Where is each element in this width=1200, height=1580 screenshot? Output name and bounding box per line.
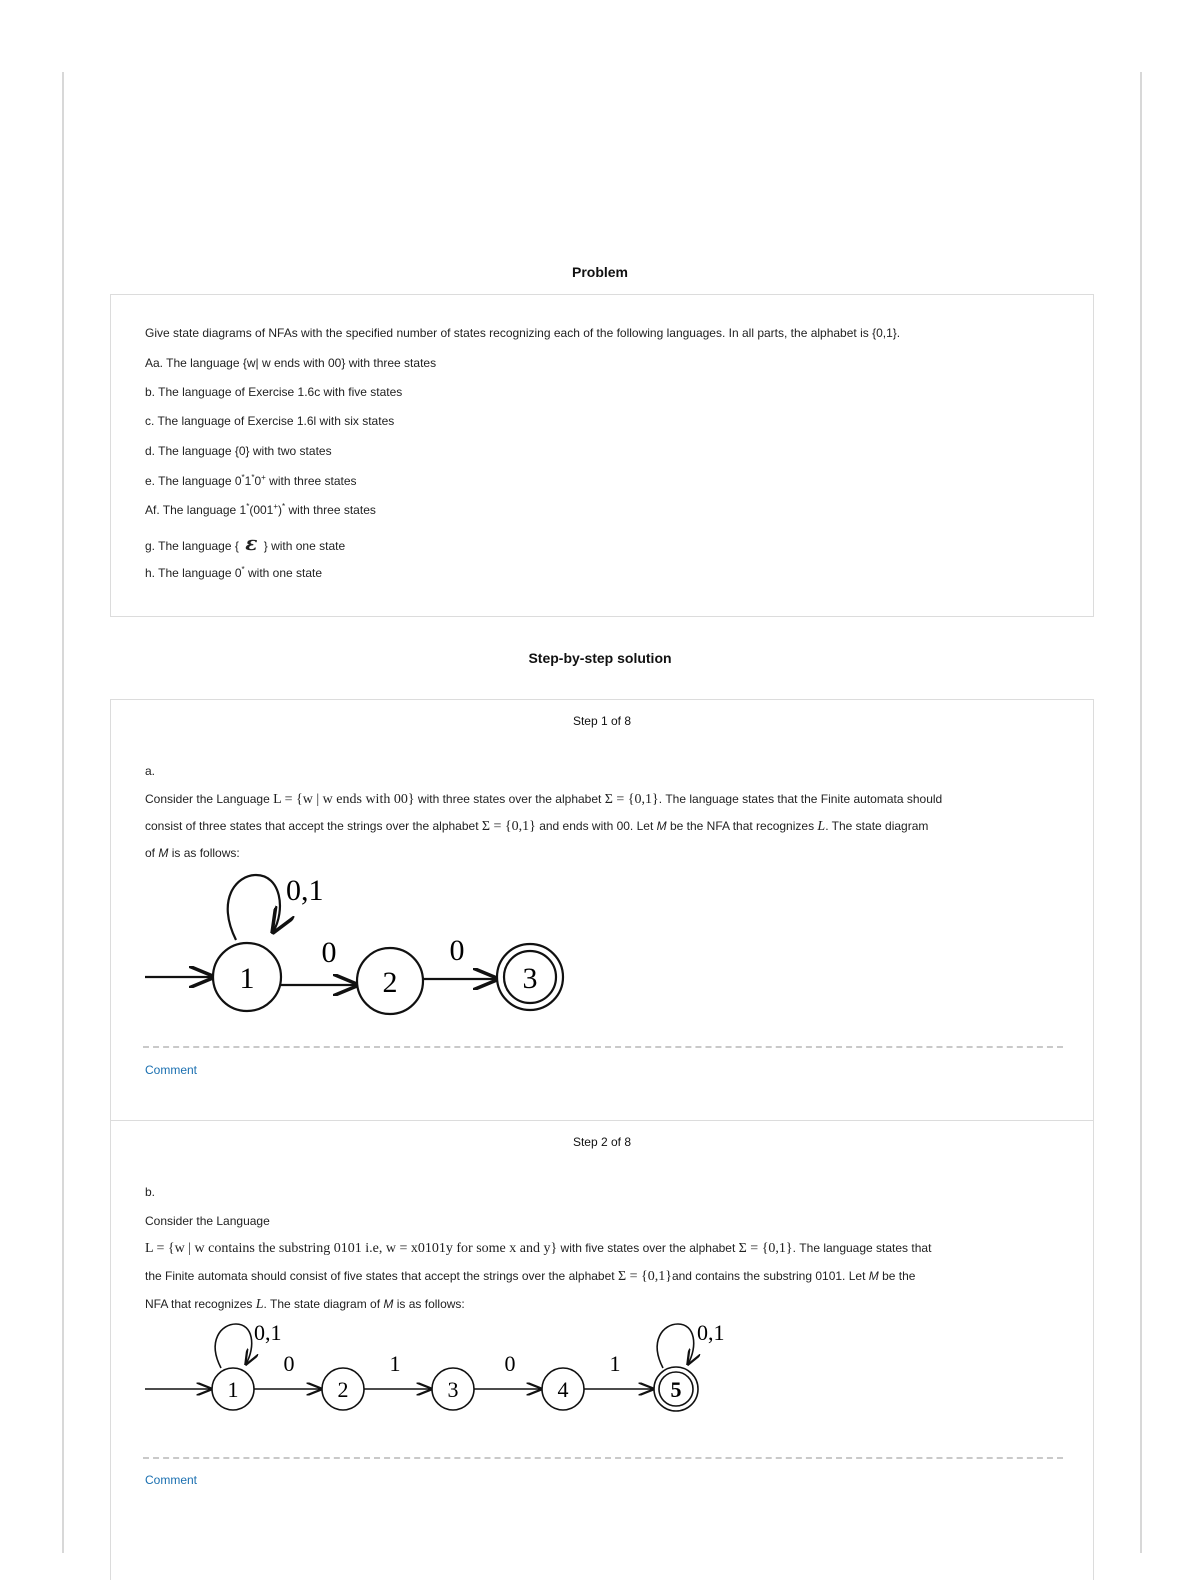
self-loop-state-1 [228,875,280,940]
loop-label: 0,1 [286,874,324,907]
transition-2-3-label: 1 [389,1351,401,1376]
language-definition: L = {w | w ends with 00} [273,792,415,807]
state-1-label: 1 [227,1377,239,1402]
step-1-line-1: Consider the Language L = {w | w ends with 00} with three states over the alphabet Σ = {0,1}. The language states that the Finite automata should [145,792,943,807]
step-1-line-2: consist of three states that accept the strings over the alphabet Σ = {0,1} and ends with 00. Let M be the NFA that recognizes L. The state diagram [145,819,929,834]
step-2-line-4: NFA that recognizes L. The state diagram of M is as follows: [145,1297,465,1312]
loop-label-start: 0,1 [254,1320,282,1345]
step-2-line-3: the Finite automata should consist of five states that accept the strings over the alphabet Σ = {0,1}and contains the substring 0101. Let M be the [145,1269,916,1284]
divider [143,1457,1063,1459]
comment-link[interactable]: Comment [145,1063,198,1077]
nfa-diagram-2 [141,1316,761,1431]
step-1-card [110,699,1094,1121]
state-3-label: 3 [447,1377,459,1402]
alphabet-sigma: Σ = {0,1} [604,792,659,807]
problem-item-c: c. The language of Exercise 1.6l with six states [145,414,395,428]
problem-item-g: g. The language { ε } with one state [145,531,346,555]
state-4-label: 4 [557,1377,569,1402]
problem-card [110,294,1094,617]
step-2-part: b. [145,1185,156,1199]
problem-heading: Problem [571,264,628,280]
step-1-line-3: of M is as follows: [145,846,240,860]
comment-link[interactable]: Comment [145,1473,198,1487]
problem-item-b: b. The language of Exercise 1.6c with five states [145,385,403,399]
state-2-label: 2 [337,1377,349,1402]
state-5-label: 5 [670,1377,682,1402]
problem-item-a: Aa. The language {w| w ends with 00} with three states [145,356,437,370]
transition-2-3-label: 0 [449,934,465,967]
transition-3-4-label: 0 [504,1351,516,1376]
transition-1-2-label: 0 [321,936,337,969]
state-1-label: 1 [239,962,255,995]
divider [143,1046,1063,1048]
step-1-part: a. [145,764,156,778]
alphabet-sigma: Σ = {0,1} [738,1241,793,1256]
problem-intro: Give state diagrams of NFAs with the specified number of states recognizing each of the following languages. In all parts, the alphabet is {0,1}. [145,326,901,340]
loop-label-end: 0,1 [697,1320,725,1345]
self-loop-state-1 [215,1324,251,1368]
step-2-card [110,1120,1094,1580]
nfa-diagram-1 [141,870,581,1030]
transition-4-5-label: 1 [609,1351,621,1376]
problem-item-d: d. The language {0} with two states [145,444,332,458]
step-2-line-2: L = {w | w contains the substring 0101 i.e, w = x0101y for some x and y} with five states over the alphabet Σ = {0,1}. The language states that [145,1241,932,1256]
step-2-line-1: Consider the Language [145,1214,270,1228]
solution-heading: Step-by-step solution [528,650,672,666]
problem-item-h: h. The language 0* with one state [145,565,323,580]
problem-item-f: Af. The language 1*(001+)* with three states [145,502,376,517]
transition-1-2-label: 0 [283,1351,295,1376]
language-definition: L = {w | w contains the substring 0101 i.e, w = x0101y for some x and y} [145,1241,558,1256]
step-1-label: Step 1 of 8 [572,714,632,728]
self-loop-state-5 [657,1324,693,1368]
problem-item-e: e. The language 0*1*0+ with three states [145,473,357,488]
state-3-label: 3 [522,962,538,995]
step-2-label: Step 2 of 8 [572,1135,632,1149]
epsilon-symbol: ε [245,531,258,555]
state-2-label: 2 [382,966,398,999]
